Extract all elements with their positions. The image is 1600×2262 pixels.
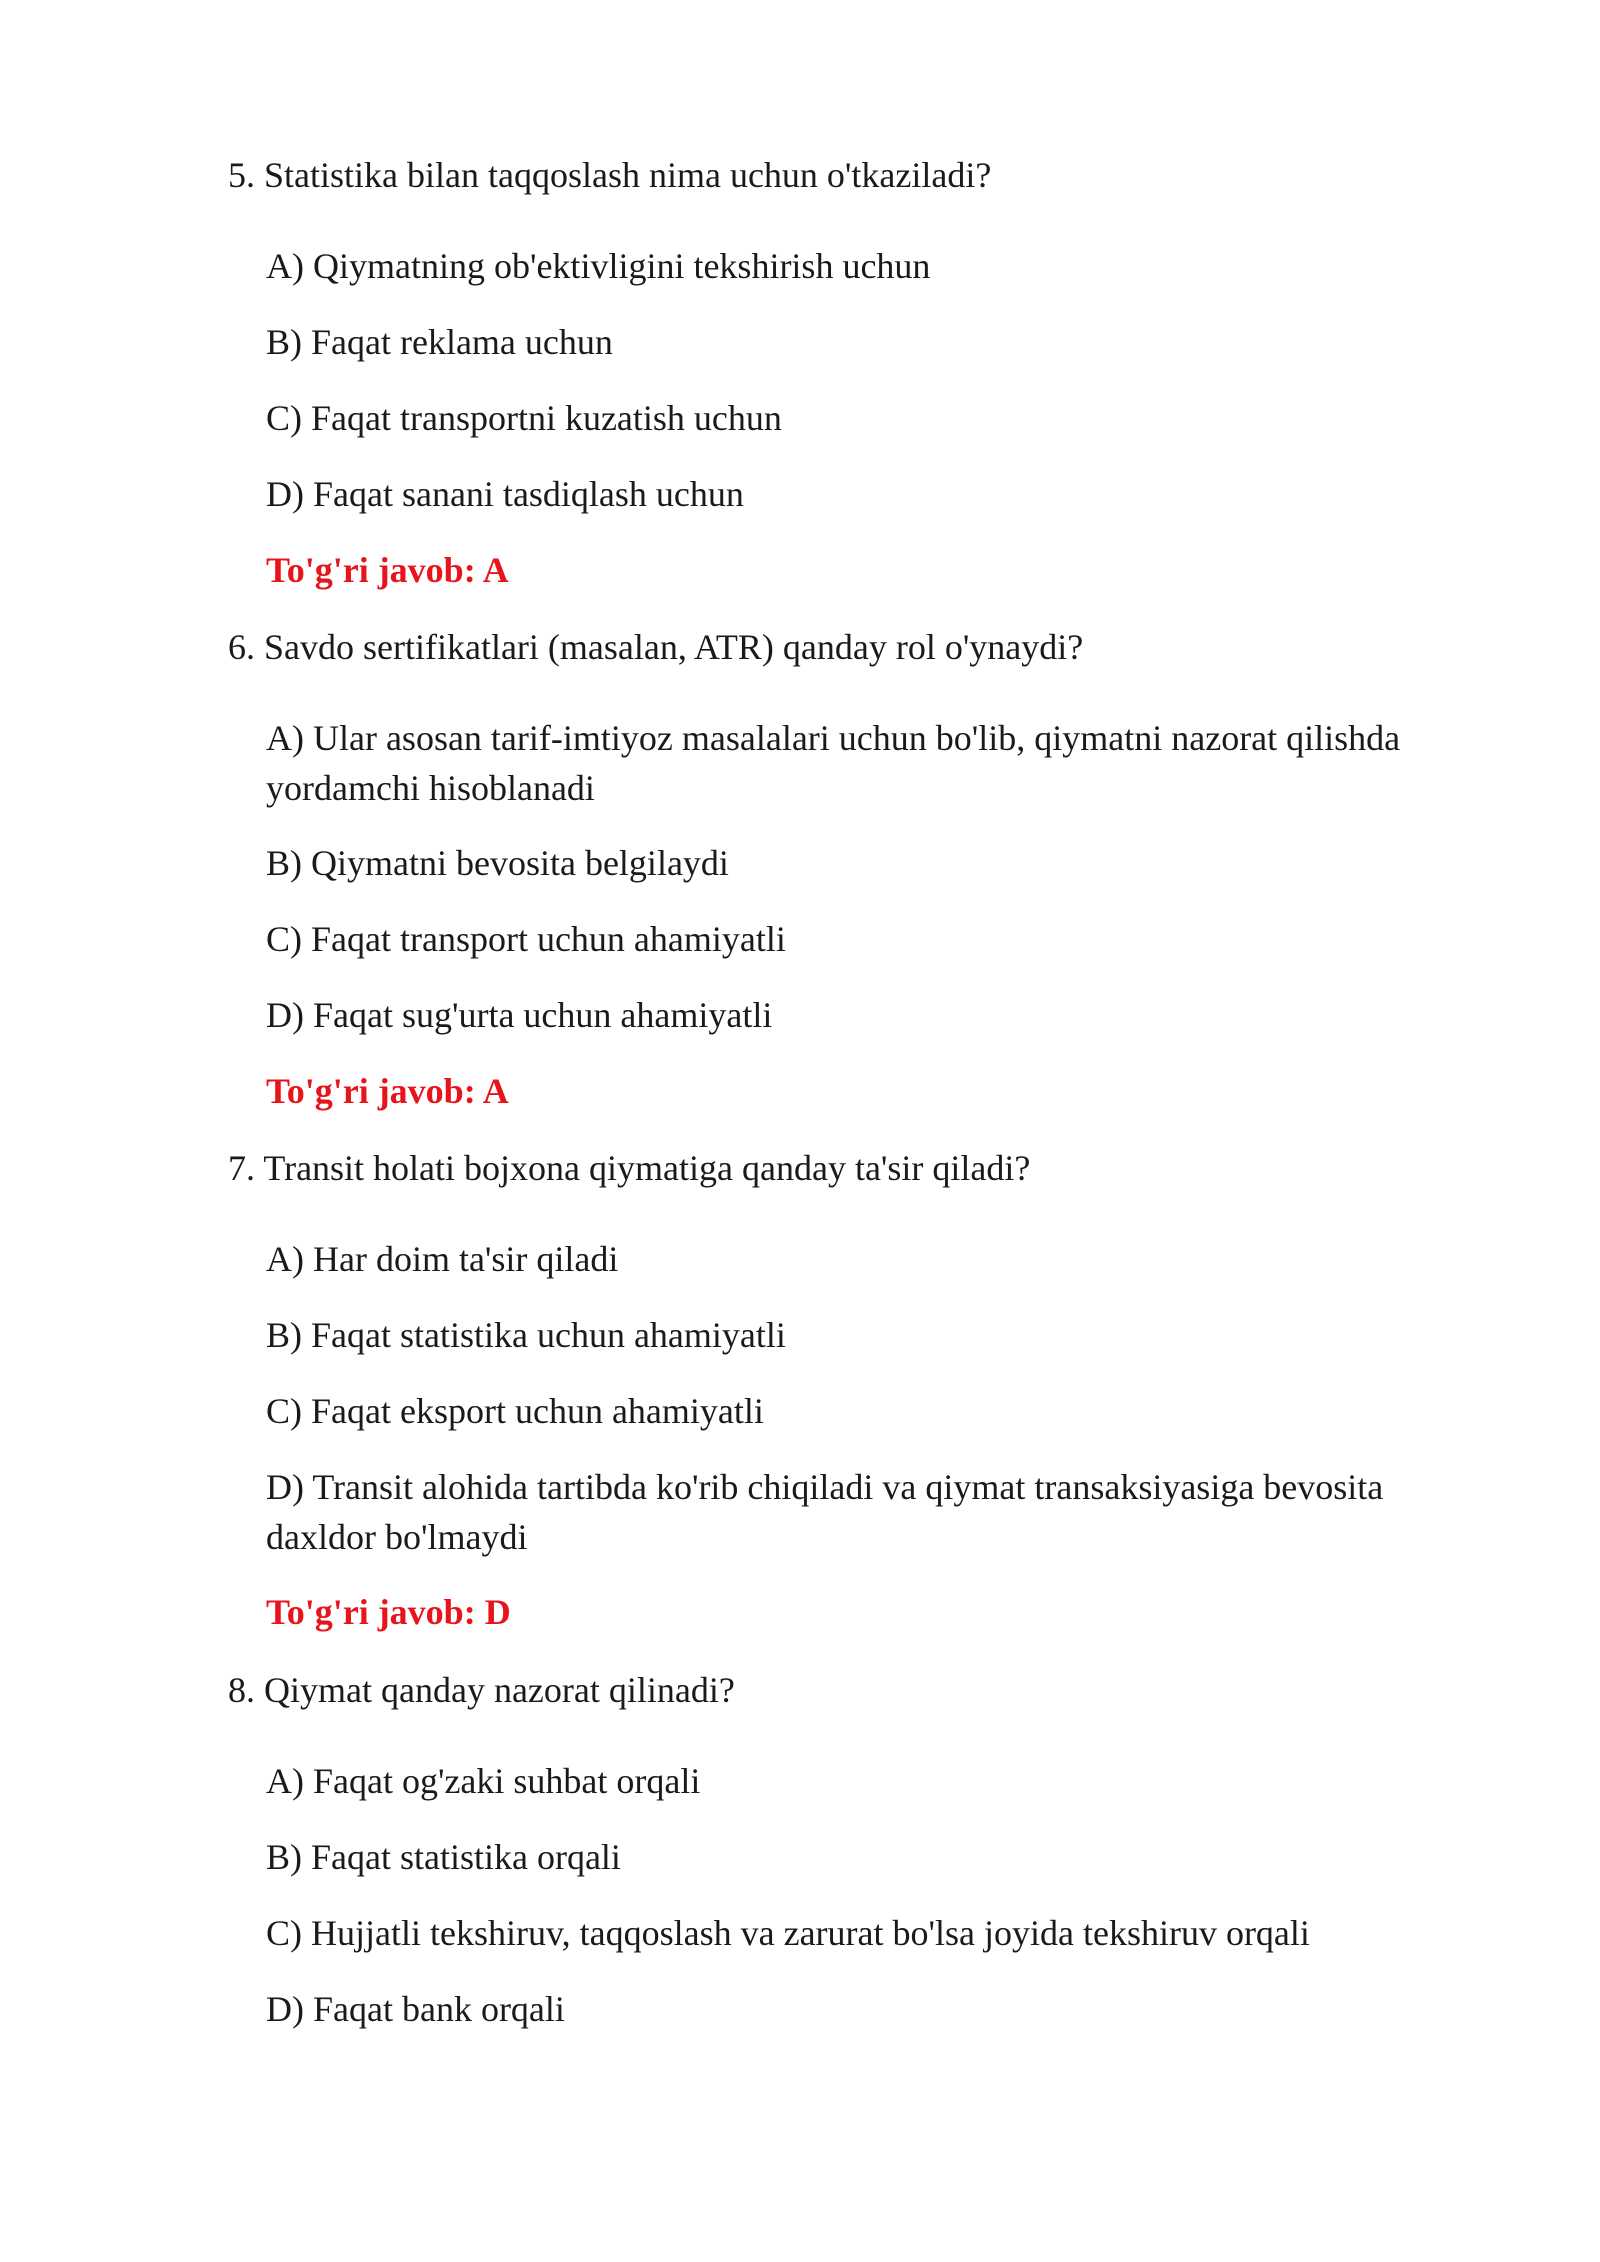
option-a: A) Qiymatning ob'ektivligini tekshirish uchun <box>266 246 931 286</box>
question-5 <box>228 150 1468 590</box>
option-b: B) Faqat reklama uchun <box>266 322 613 362</box>
question-text: 7. Transit holati bojxona qiymatiga qanday ta'sir qiladi? <box>228 1148 1031 1188</box>
question-text: 5. Statistika bilan taqqoslash nima uchun o'tkaziladi? <box>228 155 992 195</box>
option-b: B) Faqat statistika orqali <box>266 1837 621 1877</box>
option-c: C) Faqat transportni kuzatish uchun <box>266 398 782 438</box>
question-7 <box>228 1143 1468 1632</box>
question-6 <box>228 622 1468 1111</box>
option-b: B) Faqat statistika uchun ahamiyatli <box>266 1315 786 1355</box>
option-a: A) Ular asosan tarif-imtiyoz masalalari uchun bo'lib, qiymatni nazorat qilishda yordamchi hisoblanadi <box>266 718 1401 808</box>
question-8 <box>228 1665 1468 2029</box>
question-text: 6. Savdo sertifikatlari (masalan, ATR) qanday rol o'ynaydi? <box>228 627 1084 667</box>
correct-answer: To'g'ri javob: A <box>266 550 509 590</box>
option-c: C) Faqat eksport uchun ahamiyatli <box>266 1391 764 1431</box>
option-a: A) Faqat og'zaki suhbat orqali <box>266 1761 701 1801</box>
question-text: 8. Qiymat qanday nazorat qilinadi? <box>228 1670 735 1710</box>
option-b: B) Qiymatni bevosita belgilaydi <box>266 843 729 883</box>
option-c: C) Hujjatli tekshiruv, taqqoslash va zarurat bo'lsa joyida tekshiruv orqali <box>266 1913 1310 1953</box>
correct-answer: To'g'ri javob: A <box>266 1071 509 1111</box>
option-d: D) Transit alohida tartibda ko'rib chiqiladi va qiymat transaksiyasiga bevosita daxldor bo'lmaydi <box>266 1467 1384 1557</box>
option-d: D) Faqat bank orqali <box>266 1989 565 2029</box>
option-d: D) Faqat sug'urta uchun ahamiyatli <box>266 995 773 1035</box>
correct-answer: To'g'ri javob: D <box>266 1592 511 1632</box>
option-a: A) Har doim ta'sir qiladi <box>266 1239 619 1279</box>
option-d: D) Faqat sanani tasdiqlash uchun <box>266 474 744 514</box>
option-c: C) Faqat transport uchun ahamiyatli <box>266 919 786 959</box>
